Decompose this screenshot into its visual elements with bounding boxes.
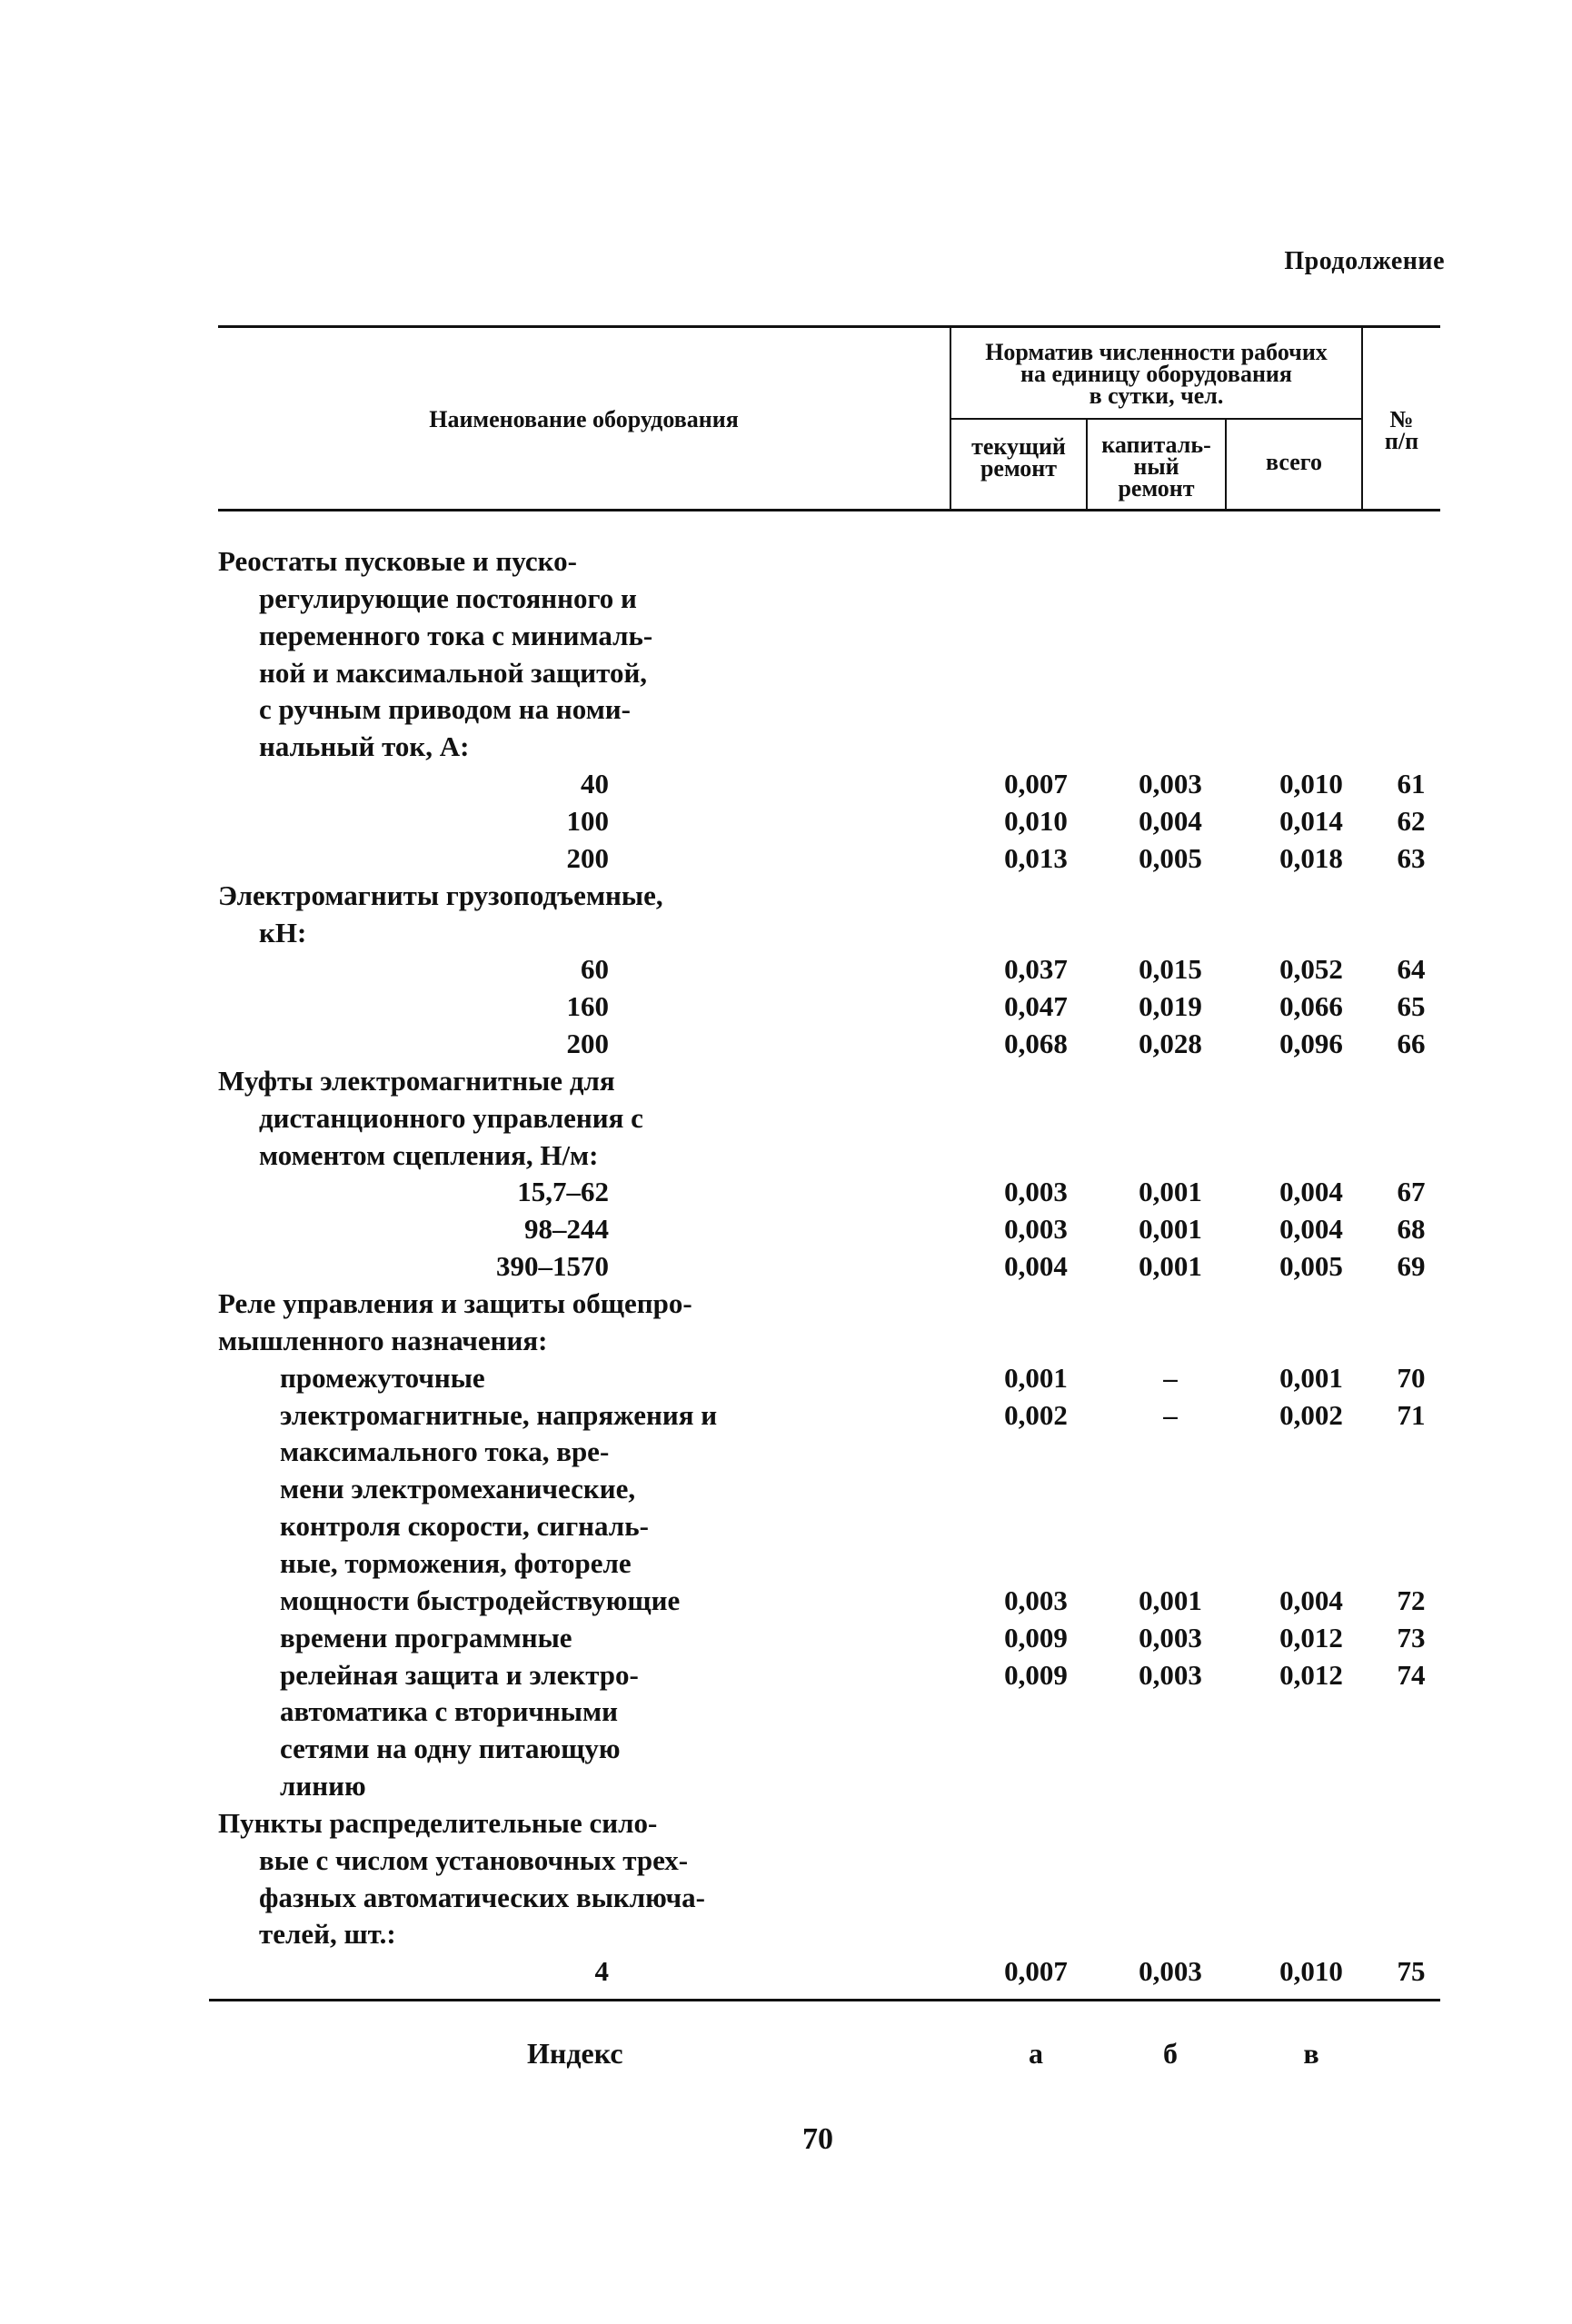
sub1-line-1: текущий bbox=[971, 433, 1066, 460]
capital-repair-value: 0,003 bbox=[1139, 1621, 1202, 1654]
table-row bbox=[0, 1622, 1572, 1658]
row-size: 100 bbox=[566, 804, 609, 837]
row-number: 68 bbox=[1397, 1213, 1426, 1246]
current-repair-value: 0,002 bbox=[1004, 1398, 1068, 1431]
table-row bbox=[0, 1176, 1572, 1212]
row-size: 40 bbox=[581, 768, 609, 800]
norm-title-line-1: Норматив численности рабочих bbox=[985, 339, 1328, 365]
total-value: 0,014 bbox=[1279, 804, 1343, 837]
column-header-norm bbox=[951, 339, 1361, 409]
row-size: 4 bbox=[594, 1955, 609, 1988]
row-size: 390–1570 bbox=[496, 1250, 609, 1283]
table-row bbox=[0, 917, 1572, 953]
current-repair-value: 0,004 bbox=[1004, 1250, 1068, 1283]
row-number: 69 bbox=[1397, 1250, 1426, 1283]
table-row bbox=[0, 620, 1572, 656]
table-row bbox=[0, 1584, 1572, 1621]
current-repair-value: 0,013 bbox=[1004, 841, 1068, 874]
table-row bbox=[0, 657, 1572, 693]
capital-repair-value: 0,003 bbox=[1139, 768, 1202, 800]
total-value: 0,004 bbox=[1279, 1213, 1343, 1246]
current-repair-value: 0,003 bbox=[1004, 1176, 1068, 1208]
current-repair-value: 0,010 bbox=[1004, 804, 1068, 837]
total-value: 0,012 bbox=[1279, 1658, 1343, 1691]
table-row bbox=[0, 1213, 1572, 1249]
table-row bbox=[0, 1139, 1572, 1176]
table-row bbox=[0, 842, 1572, 879]
current-repair-value: 0,001 bbox=[1004, 1361, 1068, 1394]
current-repair-value: 0,068 bbox=[1004, 1028, 1068, 1060]
index-label: Индекс bbox=[527, 2037, 623, 2070]
row-label: мени электромеханические, bbox=[280, 1473, 636, 1505]
current-repair-value: 0,003 bbox=[1004, 1213, 1068, 1246]
row-label: релейная защита и электро- bbox=[280, 1658, 639, 1691]
row-label: промежуточные bbox=[280, 1361, 485, 1394]
column-header-number bbox=[1363, 406, 1440, 454]
row-number: 70 bbox=[1397, 1361, 1426, 1394]
row-label: переменного тока с минималь- bbox=[259, 619, 653, 651]
table-bottom-rule bbox=[209, 1999, 1440, 2001]
row-label: фазных автоматических выключа- bbox=[259, 1881, 705, 1913]
row-number: 71 bbox=[1397, 1398, 1426, 1431]
total-value: 0,004 bbox=[1279, 1176, 1343, 1208]
row-label: максимального тока, вре- bbox=[280, 1435, 610, 1468]
row-label: линию bbox=[280, 1770, 366, 1803]
table-row bbox=[0, 990, 1572, 1027]
total-value: 0,096 bbox=[1279, 1028, 1343, 1060]
capital-repair-value: 0,001 bbox=[1139, 1213, 1202, 1246]
row-size: 15,7–62 bbox=[517, 1176, 609, 1208]
total-value: 0,004 bbox=[1279, 1584, 1343, 1616]
table-row bbox=[0, 805, 1572, 841]
capital-repair-value: – bbox=[1163, 1398, 1178, 1431]
row-label: Реле управления и защиты общепро- bbox=[218, 1287, 692, 1319]
capital-repair-value: 0,004 bbox=[1139, 804, 1202, 837]
table-row bbox=[0, 1547, 1572, 1584]
column-header-total: всего bbox=[1266, 449, 1322, 475]
table-row bbox=[0, 1510, 1572, 1546]
total-value: 0,066 bbox=[1279, 990, 1343, 1023]
row-label: ной и максимальной защитой, bbox=[259, 656, 648, 689]
total-value: 0,002 bbox=[1279, 1398, 1343, 1431]
capital-repair-value: 0,001 bbox=[1139, 1176, 1202, 1208]
header-mid-rule bbox=[950, 418, 1363, 420]
num-line-2: п/п bbox=[1384, 428, 1419, 454]
table-row bbox=[0, 1399, 1572, 1435]
capital-repair-value: 0,019 bbox=[1139, 990, 1202, 1023]
row-number: 75 bbox=[1397, 1955, 1426, 1988]
current-repair-value: 0,007 bbox=[1004, 1955, 1068, 1988]
total-value: 0,018 bbox=[1279, 841, 1343, 874]
norm-title-line-3: в сутки, чел. bbox=[1089, 382, 1224, 409]
table-row bbox=[0, 1695, 1572, 1732]
row-number: 65 bbox=[1397, 990, 1426, 1023]
row-label: ные, торможения, фотореле bbox=[280, 1546, 632, 1579]
row-label: Муфты электромагнитные для bbox=[218, 1064, 615, 1097]
table-row bbox=[0, 1435, 1572, 1472]
row-label: регулирующие постоянного и bbox=[259, 581, 637, 614]
row-label: вые с числом установочных трех- bbox=[259, 1843, 689, 1876]
table-row bbox=[0, 545, 1572, 581]
column-header-capital-repair bbox=[1088, 434, 1225, 500]
table-row bbox=[0, 1770, 1572, 1806]
capital-repair-value: – bbox=[1163, 1361, 1178, 1394]
capital-repair-value: 0,001 bbox=[1139, 1250, 1202, 1283]
index-b: б bbox=[1163, 2037, 1178, 2070]
table-row bbox=[0, 1028, 1572, 1064]
column-header-current-repair bbox=[951, 433, 1086, 482]
row-label: сетями на одну питающую bbox=[280, 1733, 621, 1765]
total-value: 0,001 bbox=[1279, 1361, 1343, 1394]
current-repair-value: 0,009 bbox=[1004, 1621, 1068, 1654]
table-row bbox=[0, 1250, 1572, 1286]
row-label: мощности быстродействующие bbox=[280, 1584, 681, 1616]
page-number: 70 bbox=[802, 2122, 833, 2156]
capital-repair-value: 0,001 bbox=[1139, 1584, 1202, 1616]
row-number: 62 bbox=[1397, 804, 1426, 837]
total-value: 0,005 bbox=[1279, 1250, 1343, 1283]
row-label: мышленного назначения: bbox=[218, 1324, 548, 1356]
row-label: Реостаты пусковые и пуско- bbox=[218, 545, 577, 577]
row-size: 200 bbox=[566, 1028, 609, 1060]
table-row bbox=[0, 693, 1572, 730]
row-number: 61 bbox=[1397, 768, 1426, 800]
table-row bbox=[0, 1733, 1572, 1769]
total-value: 0,052 bbox=[1279, 953, 1343, 986]
table-row bbox=[0, 1325, 1572, 1361]
capital-repair-value: 0,015 bbox=[1139, 953, 1202, 986]
row-label: моментом сцепления, Н/м: bbox=[259, 1138, 599, 1171]
capital-repair-value: 0,005 bbox=[1139, 841, 1202, 874]
index-a: а bbox=[1029, 2037, 1043, 2070]
current-repair-value: 0,009 bbox=[1004, 1658, 1068, 1691]
total-value: 0,010 bbox=[1279, 768, 1343, 800]
table-row bbox=[0, 582, 1572, 619]
table-row bbox=[0, 768, 1572, 804]
table-row bbox=[0, 1807, 1572, 1843]
row-size: 98–244 bbox=[524, 1213, 609, 1246]
row-label: контроля скорости, сигналь- bbox=[280, 1510, 649, 1543]
table-row bbox=[0, 1955, 1572, 1991]
current-repair-value: 0,003 bbox=[1004, 1584, 1068, 1616]
table-row bbox=[0, 1287, 1572, 1324]
capital-repair-value: 0,003 bbox=[1139, 1955, 1202, 1988]
row-label: времени программные bbox=[280, 1621, 572, 1654]
table-row bbox=[0, 1882, 1572, 1918]
table-row bbox=[0, 1844, 1572, 1881]
sub2-line-2: ный bbox=[1133, 453, 1179, 480]
total-value: 0,012 bbox=[1279, 1621, 1343, 1654]
row-number: 73 bbox=[1397, 1621, 1426, 1654]
current-repair-value: 0,047 bbox=[1004, 990, 1068, 1023]
sub2-line-3: ремонт bbox=[1118, 475, 1195, 502]
sub1-line-2: ремонт bbox=[980, 455, 1058, 482]
sub2-line-1: капиталь- bbox=[1101, 432, 1211, 458]
row-label: электромагнитные, напряжения и bbox=[280, 1398, 718, 1431]
header-bottom-rule bbox=[218, 509, 1440, 511]
table-row bbox=[0, 1362, 1572, 1398]
row-label: автоматика с вторичными bbox=[280, 1695, 618, 1728]
row-label: кН: bbox=[259, 916, 307, 948]
capital-repair-value: 0,028 bbox=[1139, 1028, 1202, 1060]
current-repair-value: 0,007 bbox=[1004, 768, 1068, 800]
index-c: в bbox=[1303, 2037, 1319, 2070]
row-number: 66 bbox=[1397, 1028, 1426, 1060]
row-size: 200 bbox=[566, 841, 609, 874]
row-number: 67 bbox=[1397, 1176, 1426, 1208]
row-number: 72 bbox=[1397, 1584, 1426, 1616]
row-number: 74 bbox=[1397, 1658, 1426, 1691]
table-row bbox=[0, 730, 1572, 767]
row-label: Электромагниты грузоподъемные, bbox=[218, 879, 663, 911]
current-repair-value: 0,037 bbox=[1004, 953, 1068, 986]
table-row bbox=[0, 953, 1572, 989]
row-label: с ручным приводом на номи- bbox=[259, 693, 631, 726]
num-line-1: № bbox=[1389, 406, 1414, 432]
column-header-name: Наименование оборудования bbox=[429, 406, 739, 432]
continuation-label: Продолжение bbox=[1284, 247, 1445, 275]
row-label: нальный ток, А: bbox=[259, 730, 470, 763]
table-top-rule bbox=[218, 325, 1440, 328]
capital-repair-value: 0,003 bbox=[1139, 1658, 1202, 1691]
row-label: телей, шт.: bbox=[259, 1918, 396, 1951]
norm-title-line-2: на единицу оборудования bbox=[1020, 361, 1292, 387]
row-size: 60 bbox=[581, 953, 609, 986]
table-row bbox=[0, 1659, 1572, 1695]
table-row bbox=[0, 1918, 1572, 1954]
row-label: дистанционного управления с bbox=[259, 1101, 643, 1134]
table-row bbox=[0, 1065, 1572, 1101]
row-number: 63 bbox=[1397, 841, 1426, 874]
row-label: Пункты распределительные сило- bbox=[218, 1806, 658, 1839]
table-row bbox=[0, 879, 1572, 916]
table-row bbox=[0, 1102, 1572, 1138]
table-row bbox=[0, 1473, 1572, 1509]
row-number: 64 bbox=[1397, 953, 1426, 986]
row-size: 160 bbox=[566, 990, 609, 1023]
total-value: 0,010 bbox=[1279, 1955, 1343, 1988]
